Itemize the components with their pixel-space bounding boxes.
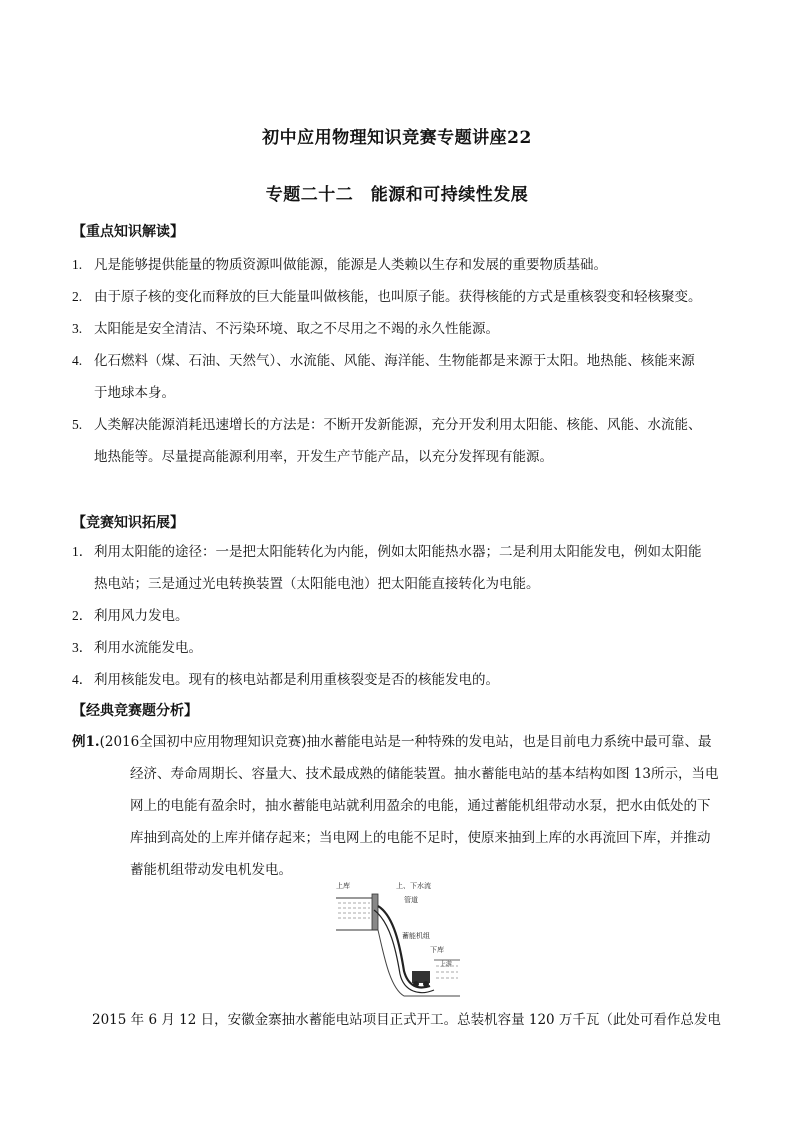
example-text: 经济、寿命周期长、容量大、技术最成熟的储能装置。抽水蓄能电站的基本结构如图 13所示，当电 (130, 766, 719, 782)
example-label: 例1. (72, 734, 100, 750)
label-storage-unit: 蓄能机组 (402, 932, 430, 940)
example-text: 库抽到高处的上库并储存起来；当电网上的电能不足时，使原来抽到上库的水再流回下库，并推动 (130, 830, 711, 846)
example-text: 蓄能机组带动发电机发电。 (130, 862, 292, 878)
storage-unit-icon (412, 971, 430, 987)
list-item (72, 256, 732, 274)
list-text: 太阳能是安全清洁、不污染环境、取之不尽用之不竭的永久性能源。 (94, 321, 499, 337)
list-number: 5. (72, 417, 83, 432)
page-subtitle: 专题二十二 能源和可持续性发展 (265, 185, 529, 205)
example-text: 网上的电能有盈余时，抽水蓄能电站就利用盈余的电能，通过蓄能机组带动水泵，把水由低处的下 (130, 798, 711, 814)
list-number: 2． (72, 608, 93, 623)
list-item (72, 288, 732, 306)
list-item (72, 543, 732, 561)
list-item (72, 320, 732, 338)
list-text: 利用水流能发电。 (94, 640, 202, 656)
section-heading-key-knowledge: 【重点知识解读】 (72, 224, 184, 240)
list-item (72, 607, 732, 625)
list-text-continued: 热电站；三是通过光电转换装置（太阳能电池）把太阳能直接转化为电能。 (94, 576, 540, 592)
pumped-storage-diagram (334, 876, 462, 1002)
label-pipe-2: 管道 (404, 896, 418, 904)
section-heading-classic-problems: 【经典竞赛题分析】 (72, 703, 198, 719)
list-text: 人类解决能源消耗迅速增长的方法是：不断开发新能源，充分开发利用太阳能、核能、风能、水流能、 (94, 417, 702, 433)
list-item (72, 416, 732, 434)
example-first-line (72, 733, 732, 751)
upper-reservoir (336, 894, 378, 930)
label-pipe: 上、下水流 (396, 882, 431, 890)
list-text: 化石燃料（煤、石油、天然气）、水流能、风能、海洋能、生物能都是来源于太阳。地热能、核能来源 (94, 353, 695, 369)
label-lower-2: 上游 (440, 961, 453, 968)
list-item (72, 671, 732, 689)
section-heading-extension: 【竞赛知识拓展】 (72, 515, 184, 531)
label-upper-reservoir: 上库 (336, 882, 350, 890)
list-text: 利用核能发电。现有的核电站都是利用重核裂变是否的核能发电的。 (94, 672, 499, 688)
list-number: 4. (72, 353, 83, 368)
list-text-continued: 地热能等。尽量提高能源利用率，开发生产节能产品，以充分发挥现有能源。 (94, 449, 553, 465)
list-text-continued: 于地球本身。 (94, 385, 175, 401)
list-item (72, 352, 732, 370)
example-text: (2016全国初中应用物理知识竞赛)抽水蓄能电站是一种特殊的发电站，也是目前电力系统中最可靠、最 (99, 734, 712, 750)
list-text: 由于原子核的变化而释放的巨大能量叫做核能，也叫原子能。获得核能的方式是重核裂变和轻核聚变。 (94, 289, 702, 305)
closing-paragraph-line: 2015 年 6 月 12 日，安徽金寨抽水蓄能电站项目正式开工。总装机容量 120 万千瓦（此处可看作总发电 (92, 1012, 721, 1028)
list-item (72, 639, 732, 657)
label-lower-reservoir: 下库 (430, 946, 444, 954)
list-number: 2. (72, 289, 83, 304)
list-number: 4． (72, 672, 93, 687)
list-number: 3． (72, 640, 93, 655)
list-number: 3. (72, 321, 83, 336)
list-text: 凡是能够提供能量的物质资源叫做能源，能源是人类赖以生存和发展的重要物质基础。 (94, 257, 607, 273)
list-text: 利用太阳能的途径：一是把太阳能转化为内能，例如太阳能热水器；二是利用太阳能发电，例如太阳能 (94, 544, 702, 560)
list-number: 1． (72, 544, 93, 559)
list-text: 利用风力发电。 (94, 608, 189, 624)
list-number: 1. (72, 257, 83, 272)
page-title: 初中应用物理知识竞赛专题讲座22 (262, 128, 532, 148)
